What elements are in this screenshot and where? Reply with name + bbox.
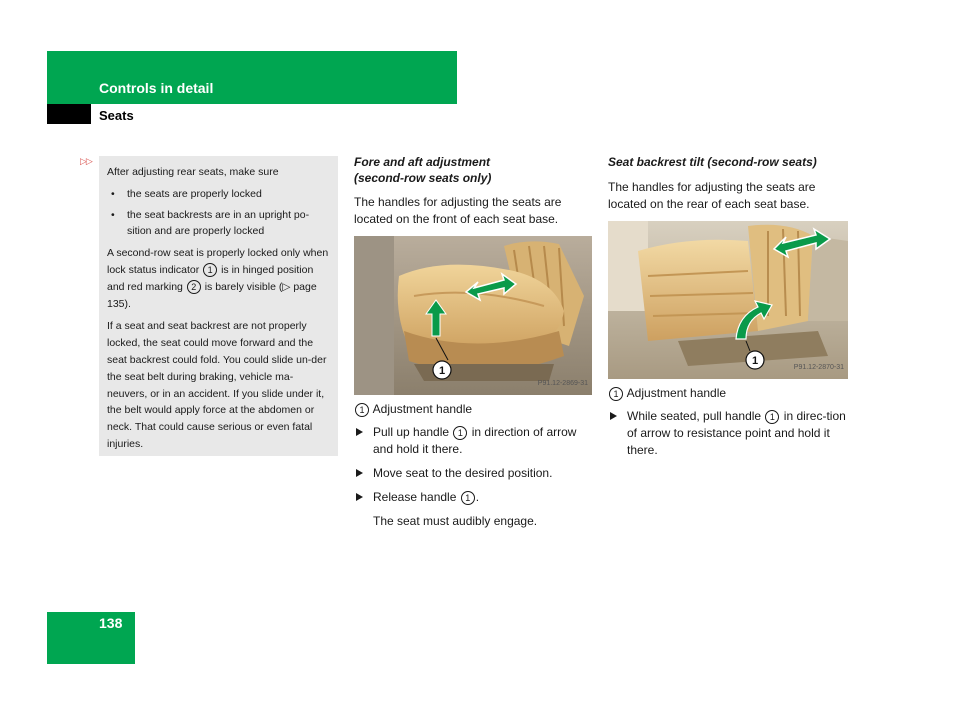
warning-bullet: • the seats are properly locked — [107, 187, 330, 203]
callout-number: 1 — [203, 263, 217, 277]
warning-paragraph-lock: A second-row seat is properly locked only when lock status indicator 1 is in hinged position and red marking 2 is barely visible (▷ page 135). — [107, 247, 329, 310]
fore-aft-section — [354, 155, 592, 536]
backrest-section — [608, 155, 848, 466]
warning-intro: After adjusting rear seats, make sure — [107, 166, 279, 178]
callout-number: 1 — [453, 426, 467, 440]
photo-code: P91.12-2869-31 — [537, 380, 588, 387]
photo-callout-1: 1 — [751, 354, 759, 367]
callout-number: 1 — [355, 403, 369, 417]
backrest-intro: The handles for adjusting the seats are located on the rear of each seat base. — [608, 179, 816, 211]
legend-item: 1 Adjustment handle — [608, 385, 848, 402]
page-number: 138 — [99, 615, 123, 631]
fore-aft-intro: The handles for adjusting the seats are located on the front of each seat base. — [354, 195, 562, 226]
callout-number: 1 — [609, 387, 623, 401]
photo-code: P91.12-2870-31 — [793, 363, 844, 371]
step-arrow-icon — [610, 412, 617, 420]
backrest-heading: Seat backrest tilt (second-row seats) — [608, 155, 817, 169]
continuation-marker: ▷▷ — [80, 156, 92, 166]
instruction-step: Release handle 1 . — [354, 489, 592, 506]
step-arrow-icon — [356, 428, 363, 436]
step-arrow-icon — [356, 469, 363, 477]
section-title: Seats — [99, 108, 134, 123]
fore-aft-heading: Fore and aft adjustment (second-row seats only) — [354, 155, 492, 185]
warning-box — [99, 156, 338, 456]
seat-rear-illustration — [608, 221, 848, 379]
seat-front-illustration — [354, 236, 592, 395]
header-bar — [47, 51, 457, 104]
warning-paragraph-injury: If a seat and seat backrest are not properly locked, the seat could move forward and the seat backrest could fold. You could slide un-der the seat belt during braking, vehicle ma-neuvers, or in an accident. If you slide under it, the belt would apply force at the abdomen or neck. That could cause serious or even fatal injuries. — [107, 320, 327, 451]
callout-number: 1 — [765, 410, 779, 424]
chapter-title: Controls in detail — [99, 80, 214, 96]
legend-item: 1 Adjustment handle — [354, 401, 592, 418]
instruction-step: Pull up handle 1 in direction of arrow and hold it there. — [354, 424, 592, 458]
section-tab — [47, 104, 91, 124]
step-arrow-icon — [356, 493, 363, 501]
instruction-result: The seat must audibly engage. — [373, 514, 538, 528]
seat-rear-photo — [608, 221, 848, 379]
page-reference-link[interactable]: is barely visible (▷ page 135). — [107, 280, 317, 310]
seat-front-photo — [354, 236, 592, 395]
callout-number: 2 — [187, 280, 201, 294]
instruction-step: While seated, pull handle 1 in direc-tion of arrow to resistance point and hold it there. — [608, 408, 848, 459]
warning-list — [107, 187, 330, 240]
warning-bullet: • the seat backrests are in an upright po-sition and are properly locked — [107, 208, 330, 239]
instruction-step: Move seat to the desired position. — [354, 465, 592, 482]
photo-callout-1: 1 — [438, 365, 446, 377]
callout-number: 1 — [461, 491, 475, 505]
